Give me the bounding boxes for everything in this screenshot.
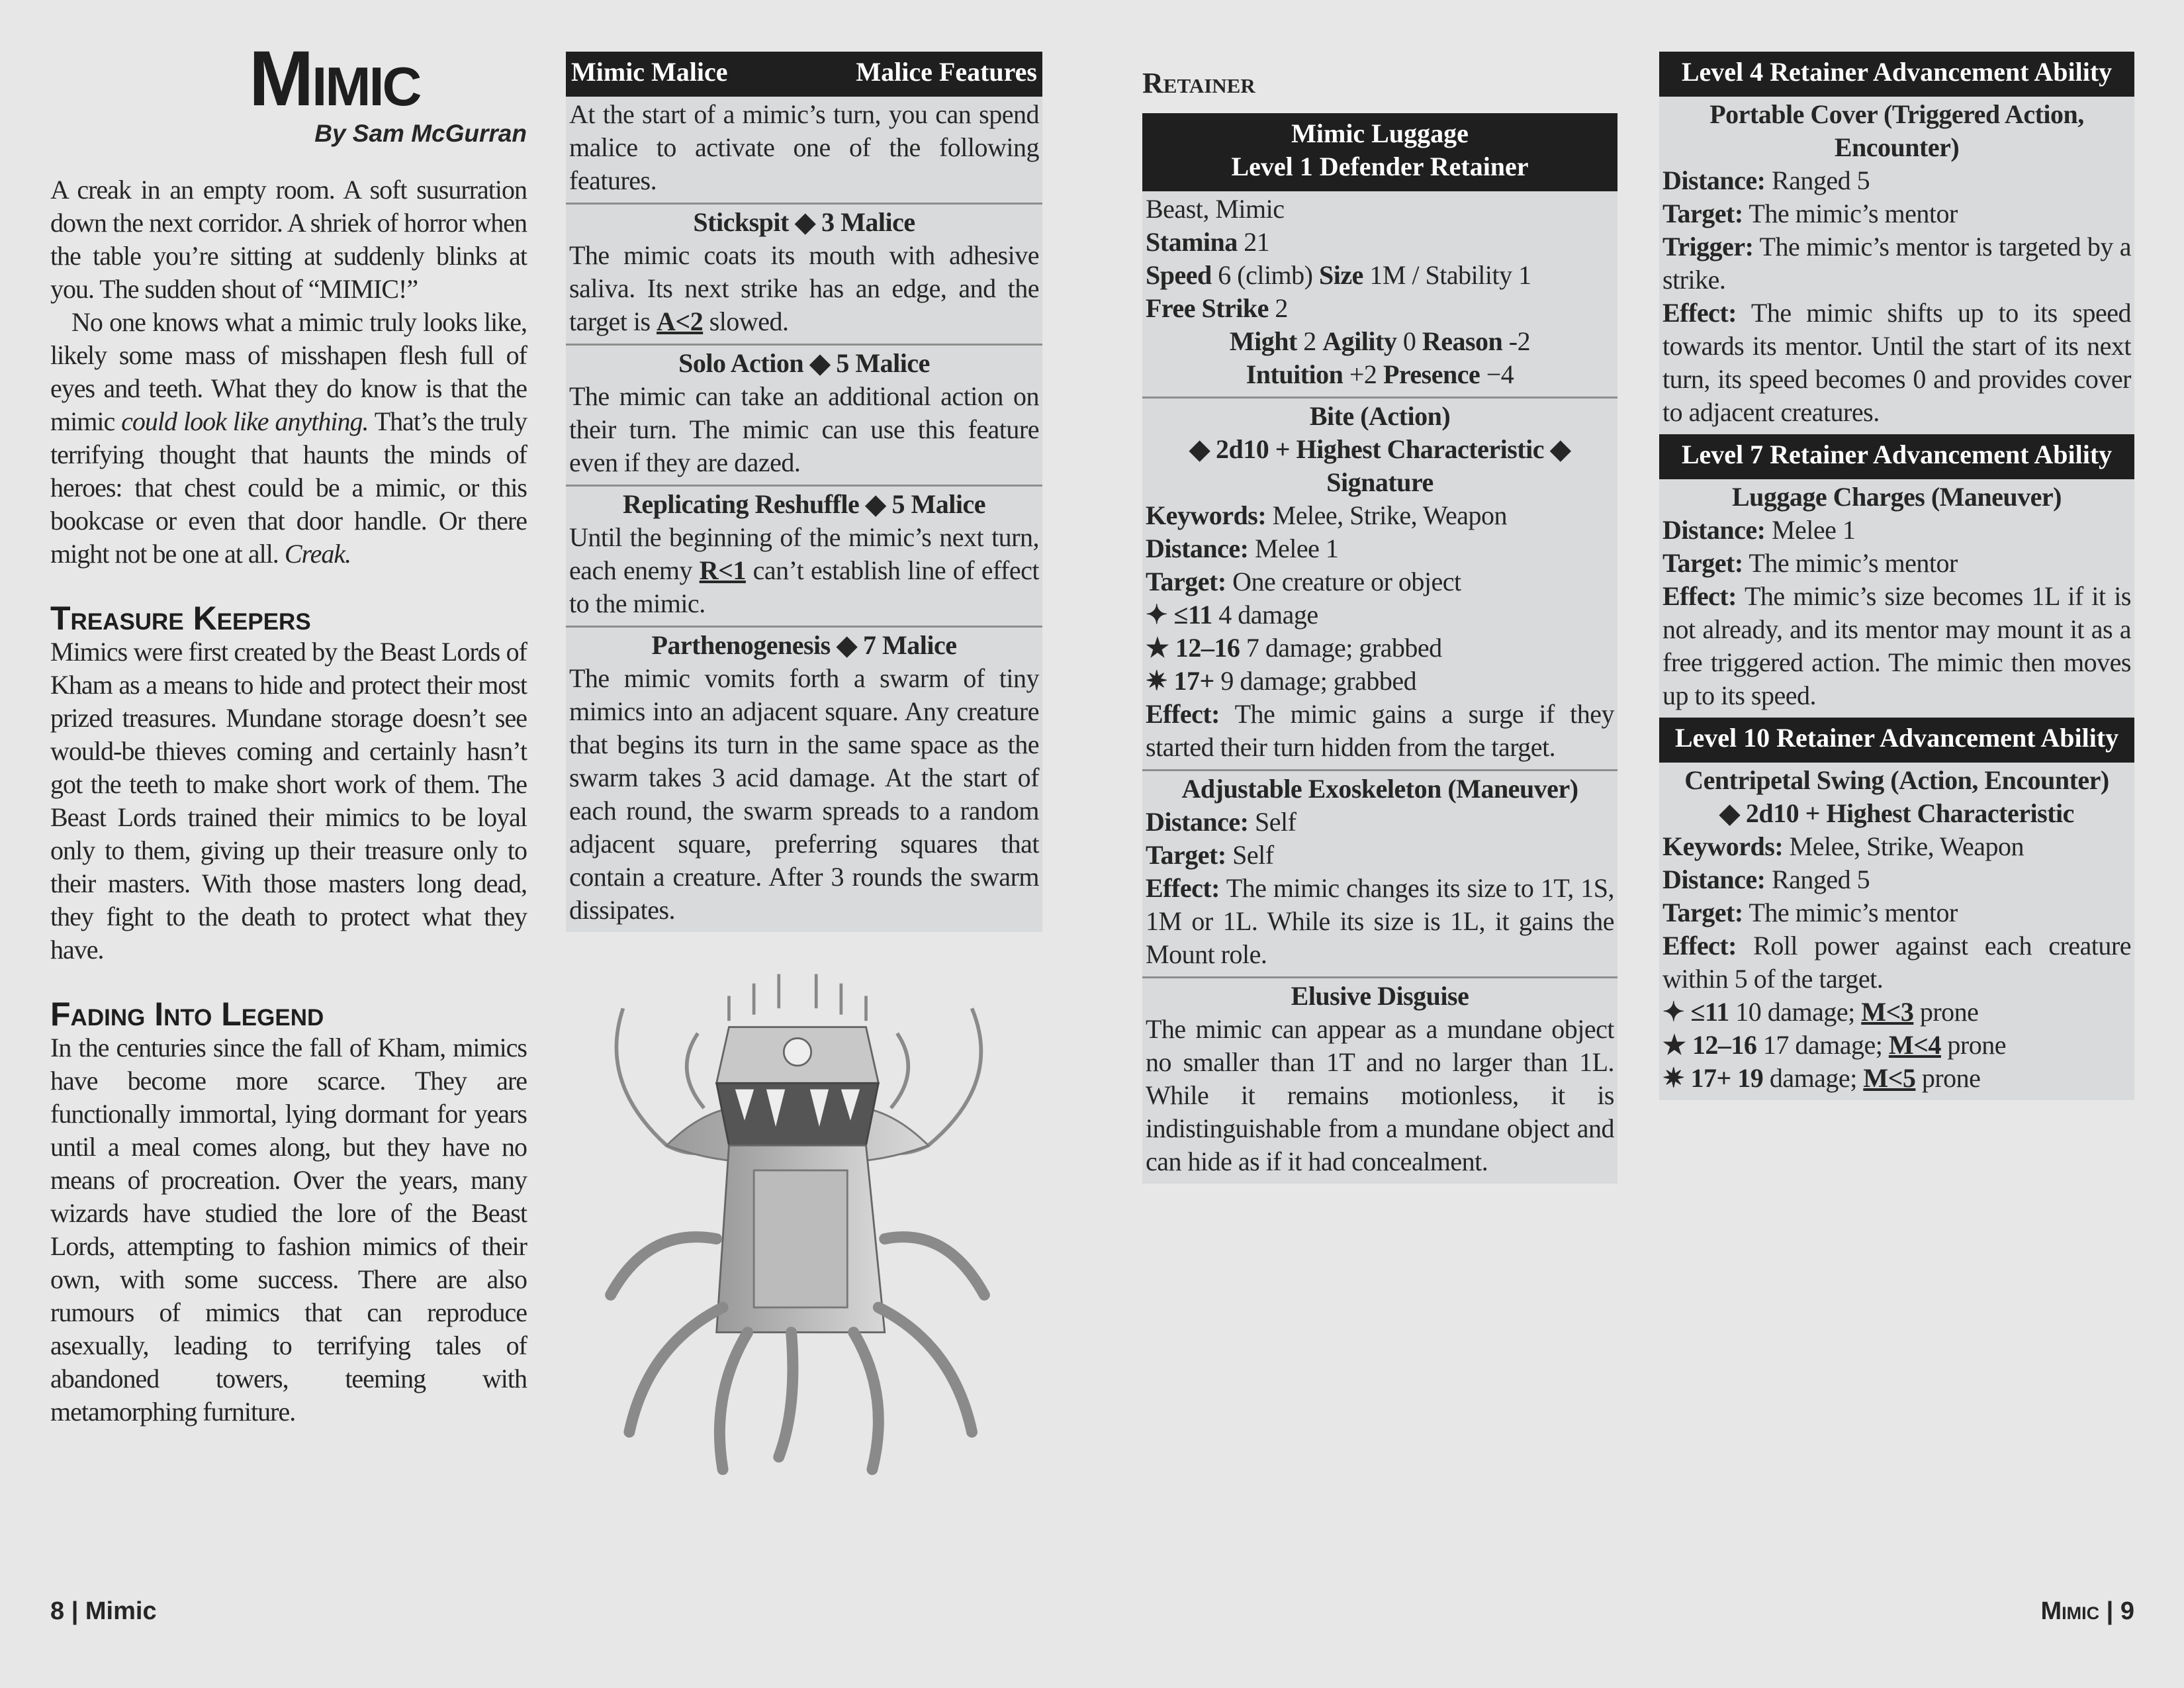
advancement-column	[1659, 52, 2134, 1100]
text-run: 4 damage	[1212, 600, 1318, 630]
text-run: 9 damage; grabbed	[1214, 666, 1417, 696]
text-run: slowed.	[703, 306, 789, 336]
text-run: 7 damage; grabbed	[1240, 633, 1442, 663]
stat-line	[1662, 580, 2131, 712]
text-run: 2	[1297, 326, 1323, 356]
stat-line	[569, 521, 1039, 620]
text-run: Reason	[1422, 326, 1503, 356]
stat-line	[569, 662, 1039, 927]
text-run: Target:	[1662, 199, 1743, 228]
stat-line	[1146, 565, 1614, 598]
stat-line	[1146, 806, 1614, 839]
text-run: prone	[1915, 1063, 1981, 1093]
text-run: Melee 1	[1765, 515, 1856, 545]
text-run: Melee 1	[1248, 534, 1339, 563]
text-run: The mimic’s mentor	[1743, 548, 1958, 578]
text-run: The mimic changes its size to 1T, 1S, 1M or 1L. While its size is 1L, it gains the Mount role.	[1146, 873, 1614, 969]
advancement-header: Level 7 Retainer Advancement Ability	[1659, 434, 2134, 479]
text-run: ✦ ≤11	[1662, 997, 1729, 1027]
text-run: 10 damage;	[1729, 997, 1862, 1027]
text-run: ◆ 2d10 + Highest Characteristic ◆ Signature	[1189, 434, 1570, 497]
text-run: ✷ 17+ 19	[1662, 1063, 1764, 1093]
text-run: Melee, Strike, Weapon	[1783, 831, 2024, 861]
stat-line	[1662, 297, 2131, 429]
stat-line	[569, 98, 1039, 197]
page-title: Mimic	[249, 35, 420, 122]
text-run: Size	[1318, 260, 1363, 290]
text-run: Melee, Strike, Weapon	[1266, 500, 1507, 530]
text-run: Centripetal Swing (Action, Encounter)	[1684, 765, 2109, 795]
text-run: Ranged 5	[1765, 865, 1870, 894]
stat-line	[1662, 764, 2131, 797]
stat-line	[1146, 665, 1614, 698]
text-run: Keywords:	[1146, 500, 1267, 530]
retainer-name: Mimic Luggage	[1291, 118, 1469, 148]
text-run: The mimic can take an additional action on their turn. The mimic can use this feature even if they are dazed.	[569, 381, 1039, 477]
retainer-section	[1142, 978, 1617, 1184]
stat-line	[1146, 598, 1614, 632]
stat-line	[569, 239, 1039, 338]
stat-line	[569, 488, 1039, 521]
malice-feature	[566, 97, 1042, 205]
text-run: 0	[1396, 326, 1422, 356]
advancement-ability	[1659, 479, 2134, 718]
stat-line	[569, 206, 1039, 239]
malice-title: Mimic Malice	[571, 57, 728, 87]
text-run: Target:	[1146, 840, 1226, 870]
text-run: Trigger:	[1662, 232, 1754, 261]
stat-line	[1146, 259, 1614, 292]
text-run: Beast, Mimic	[1146, 194, 1285, 224]
section-paragraph: In the centuries since the fall of Kham, mimics have become more scarce. They are functionally immortal, lying dormant for years until a meal comes along, but they have no means of procreation. Over the years, many wizards have studied the lore of the Beast Lords, attempting to fashion mimics of their own, with some success. There are also rumours of mimics that can reproduce asexually, leading to terrifying tales of abandoned towers, teeming with metamorphing furniture.	[50, 1033, 527, 1427]
stat-line	[1146, 532, 1614, 565]
text-run: 1M / Stability 1	[1363, 260, 1531, 290]
malice-feature	[566, 205, 1042, 346]
text-run: ★ 12–16	[1146, 633, 1240, 663]
retainer-heading: Retainer	[1142, 67, 1255, 99]
text-run: The mimic’s mentor	[1743, 898, 1958, 927]
text-run: M<3	[1861, 997, 1914, 1027]
text-run: 17 damage;	[1756, 1030, 1889, 1060]
text-run: Presence	[1383, 359, 1480, 389]
text-run: Luggage Charges (Maneuver)	[1731, 482, 2062, 512]
text-run: The mimic coats its mouth with adhesive saliva. Its next strike has an edge, and the target is	[569, 240, 1039, 336]
text-run: can’t establish line of effect to the mimic.	[569, 555, 1040, 618]
text-run: Distance:	[1662, 865, 1766, 894]
text-run: Bite (Action)	[1309, 401, 1451, 431]
text-run: Effect:	[1146, 873, 1220, 903]
stat-line	[1662, 1029, 2131, 1062]
malice-feature	[566, 628, 1042, 932]
stat-line	[569, 347, 1039, 380]
text-run: Parthenogenesis ◆ 7 Malice	[651, 630, 957, 660]
stat-line	[1146, 226, 1614, 259]
retainer-section	[1142, 771, 1617, 978]
text-run: Distance:	[1146, 807, 1249, 837]
text-run: Might	[1229, 326, 1297, 356]
text-run: 2	[1268, 293, 1288, 323]
text-run: The mimic’s mentor is targeted by a strike.	[1662, 232, 2131, 295]
text-run: No one knows what a mimic truly looks like, likely some mass of misshapen flesh full of eyes and teeth. What they do know is that the mimic	[50, 307, 527, 436]
text-run: Self	[1226, 840, 1274, 870]
text-run: Solo Action ◆ 5 Malice	[678, 348, 930, 378]
text-run: A creak in an empty room. A soft susurration down the next corridor. A shriek of horror when the table you’re sitting at suddenly blinks at you. The sudden shout of “MIMIC!”	[50, 175, 527, 304]
stat-line	[1146, 980, 1614, 1013]
text-run: Effect:	[1662, 298, 1737, 328]
text-run: Stickspit ◆ 3 Malice	[693, 207, 915, 237]
stat-line	[1662, 164, 2131, 197]
text-run: M<5	[1863, 1063, 1916, 1093]
text-run: The mimic shifts up to its speed towards its mentor. Until the start of its next turn, its speed becomes 0 and provides cover to adjacent creatures.	[1662, 298, 2131, 427]
byline: By Sam McGurran	[314, 120, 527, 147]
stat-line	[1662, 1062, 2131, 1095]
text-run: Until the beginning of the mimic’s next turn, each enemy	[569, 522, 1039, 585]
stat-line	[1146, 292, 1614, 325]
malice-feature	[566, 487, 1042, 628]
section-heading: Fading Into Legend	[50, 996, 324, 1033]
stat-line	[1146, 325, 1614, 358]
text-run: A<2	[657, 306, 704, 336]
text-run: 21	[1237, 227, 1270, 257]
text-run: One creature or object	[1226, 567, 1461, 596]
text-run: Intuition	[1246, 359, 1343, 389]
stat-line	[1662, 98, 2131, 164]
stat-line	[1662, 547, 2131, 580]
stat-line	[1662, 996, 2131, 1029]
malice-features	[566, 97, 1042, 932]
text-run: Target:	[1662, 548, 1743, 578]
text-run: Self	[1248, 807, 1297, 837]
stat-line	[1662, 514, 2131, 547]
text-run: Ranged 5	[1765, 165, 1870, 195]
text-run: -2	[1502, 326, 1531, 356]
page-footer-right: Mimic | 9	[2040, 1597, 2134, 1625]
text-run: ✦ ≤11	[1146, 600, 1212, 630]
stat-line	[1146, 632, 1614, 665]
text-run: Replicating Reshuffle ◆ 5 Malice	[622, 489, 985, 519]
retainer-statblock	[1142, 191, 1617, 1184]
intro-paragraph	[50, 306, 527, 571]
text-run: Distance:	[1146, 534, 1249, 563]
advancement-ability	[1659, 763, 2134, 1100]
text-run: Target:	[1146, 567, 1226, 596]
text-run: Roll power against each creature within 5 of the target.	[1662, 931, 2131, 994]
stat-line	[1146, 499, 1614, 532]
retainer-section	[1142, 399, 1617, 771]
text-run: R<1	[699, 555, 746, 585]
text-run: At the start of a mimic’s turn, you can spend malice to activate one of the following features.	[569, 99, 1039, 195]
text-run: The mimic’s size becomes 1L if it is not already, and its mentor may mount it as a free triggered action. The mimic then moves up to its speed.	[1662, 581, 2131, 710]
text-run: Portable Cover (Triggered Action, Encounter)	[1709, 99, 2084, 162]
text-run: Effect:	[1662, 581, 1737, 611]
retainer-level: Level 1 Defender Retainer	[1231, 152, 1529, 181]
text-run: The mimic gains a surge if they started their turn hidden from the target.	[1146, 699, 1614, 762]
mimic-illustration	[559, 959, 1036, 1488]
text-run: could look like anything.	[121, 406, 369, 436]
text-run: 6 (climb)	[1211, 260, 1319, 290]
stat-line	[1146, 773, 1614, 806]
stat-line	[1662, 481, 2131, 514]
stat-line	[1662, 896, 2131, 929]
text-run: prone	[1940, 1030, 2006, 1060]
text-run: +2	[1343, 359, 1383, 389]
malice-column	[566, 52, 1042, 1488]
text-run: ★ 12–16	[1662, 1030, 1757, 1060]
text-run: Elusive Disguise	[1291, 981, 1469, 1011]
text-run: The mimic vomits forth a swarm of tiny mimics into an adjacent square. Any creature that begins its turn in the same space as the swarm takes 3 acid damage. At the start of each round, the swarm spreads to a random adjacent square, preferring squares that contain a creature. After 3 rounds the swarm dissipates.	[569, 663, 1039, 925]
text-run: −4	[1480, 359, 1514, 389]
stat-line	[1146, 193, 1614, 226]
article-body	[50, 173, 527, 1429]
stat-line	[1662, 230, 2131, 297]
stat-line	[1662, 830, 2131, 863]
retainer-statblock-header	[1142, 113, 1617, 191]
text-run: Target:	[1662, 898, 1743, 927]
stat-line	[1146, 1013, 1614, 1178]
text-run: Creak.	[284, 539, 351, 569]
stat-line	[1146, 400, 1614, 433]
stat-line	[1662, 797, 2131, 830]
text-run: ✷ 17+	[1146, 666, 1214, 696]
text-run: Distance:	[1662, 515, 1766, 545]
stat-line	[1662, 929, 2131, 996]
section-heading: Treasure Keepers	[50, 600, 311, 637]
malice-header	[566, 52, 1042, 97]
stat-line	[1146, 433, 1614, 499]
advancement-header: Level 4 Retainer Advancement Ability	[1659, 52, 2134, 97]
malice-feature	[566, 346, 1042, 487]
malice-features-label: Malice Features	[856, 57, 1037, 87]
text-run: Keywords:	[1662, 831, 1784, 861]
text-run: Speed	[1146, 260, 1212, 290]
retainer-column	[1142, 66, 1617, 1184]
text-run: Stamina	[1146, 227, 1238, 257]
text-run: damage;	[1763, 1063, 1864, 1093]
stat-line	[569, 629, 1039, 662]
stat-line	[1662, 197, 2131, 230]
text-run: That’s the truly terrifying thought that haunts the minds of heroes: that chest could be a mimic, or this bookcase or even that door handle. Or there might not be one at all.	[50, 406, 527, 569]
text-run: Free Strike	[1146, 293, 1269, 323]
text-run: Distance:	[1662, 165, 1766, 195]
text-run: prone	[1913, 997, 1979, 1027]
text-run: The mimic’s mentor	[1743, 199, 1958, 228]
text-run: ◆ 2d10 + Highest Characteristic	[1719, 798, 2074, 828]
text-run: Effect:	[1146, 699, 1220, 729]
text-run: Agility	[1322, 326, 1397, 356]
stat-line	[1146, 358, 1614, 391]
advancement-ability	[1659, 97, 2134, 434]
advancement-header: Level 10 Retainer Advancement Ability	[1659, 718, 2134, 763]
stat-line	[1146, 872, 1614, 971]
stat-line	[1146, 839, 1614, 872]
text-run: M<4	[1888, 1030, 1941, 1060]
stat-line	[1146, 698, 1614, 764]
retainer-section	[1142, 191, 1617, 399]
section-paragraph: Mimics were first created by the Beast Lords of Kham as a means to hide and protect their most prized treasures. Mundane storage doesn’t see would-be thieves coming and certainly hasn’t got the teeth to make short work of them. The Beast Lords trained their mimics to be loyal only to them, giving up their treasure only to their masters. With those masters long dead, they fight to the death to protect what they have.	[50, 637, 527, 964]
stat-line	[1662, 863, 2131, 896]
page-footer-left: 8 | Mimic	[50, 1597, 157, 1625]
text-run: Effect:	[1662, 931, 1737, 961]
text-run: Adjustable Exoskeleton (Maneuver)	[1181, 774, 1578, 804]
stat-line	[569, 380, 1039, 479]
intro-paragraph	[50, 173, 527, 306]
text-run: The mimic can appear as a mundane object no smaller than 1T and no larger than 1L. While it remains motionless, it is indistinguishable from a mundane object and can hide as if it had concealment.	[1146, 1014, 1614, 1176]
